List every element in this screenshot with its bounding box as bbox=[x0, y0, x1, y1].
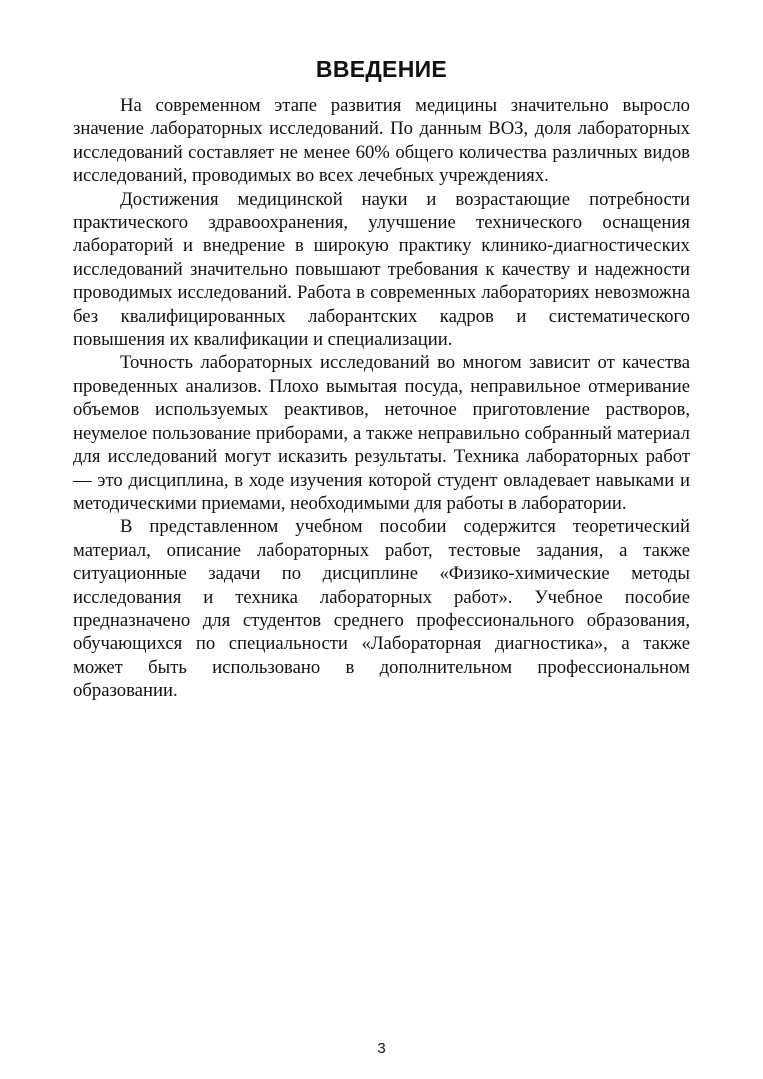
paragraph-3: Точность лабораторных исследований во многом зависит от качества проведенных анализов. Плохо вымытая посуда, неправильное отмеривание объемов используемых реактивов, неточное приготовление растворов, неумелое пользование приборами, а также неправильно собранный материал для исследований могут исказить результаты. Техника лабораторных работ — это дисциплина, в ходе изучения которой студент овладевает навыками и методическими приемами, необходимыми для работы в лаборатории. bbox=[73, 352, 690, 514]
paragraph-4: В представленном учебном пособии содержится теоретический материал, описание лабораторных работ, тестовые задания, а также ситуационные задачи по дисциплине «Физико-химические методы исследования и техника лабораторных работ». Учебное пособие предназначено для студентов среднего профессионального образования, обучающихся по специальности «Лабораторная диагностика», а также может быть использовано в дополнительном профессиональном образовании. bbox=[73, 516, 690, 702]
paragraph-1: На современном этапе развития медицины значительно выросло значение лабораторных исследований. По данным ВОЗ, доля лабораторных исследований составляет не менее 60% общего количества различных видов исследований, проводимых во всех лечебных учреждениях. bbox=[73, 95, 690, 187]
paragraph-2: Достижения медицинской науки и возрастающие потребности практического здравоохранения, улучшение технического оснащения лабораторий и внедрение в широкую практику клинико-диагностических исследований значительно повышают требования к качеству и надежности проводимых исследований. Работа в современных лабораториях невозможна без квалифицированных лаборантских кадров и систематического повышения их квалификации и специализации. bbox=[73, 188, 690, 351]
page-number: 3 bbox=[377, 1040, 386, 1057]
page-title: ВВЕДЕНИЕ bbox=[315, 56, 448, 82]
page-content bbox=[73, 52, 690, 703]
